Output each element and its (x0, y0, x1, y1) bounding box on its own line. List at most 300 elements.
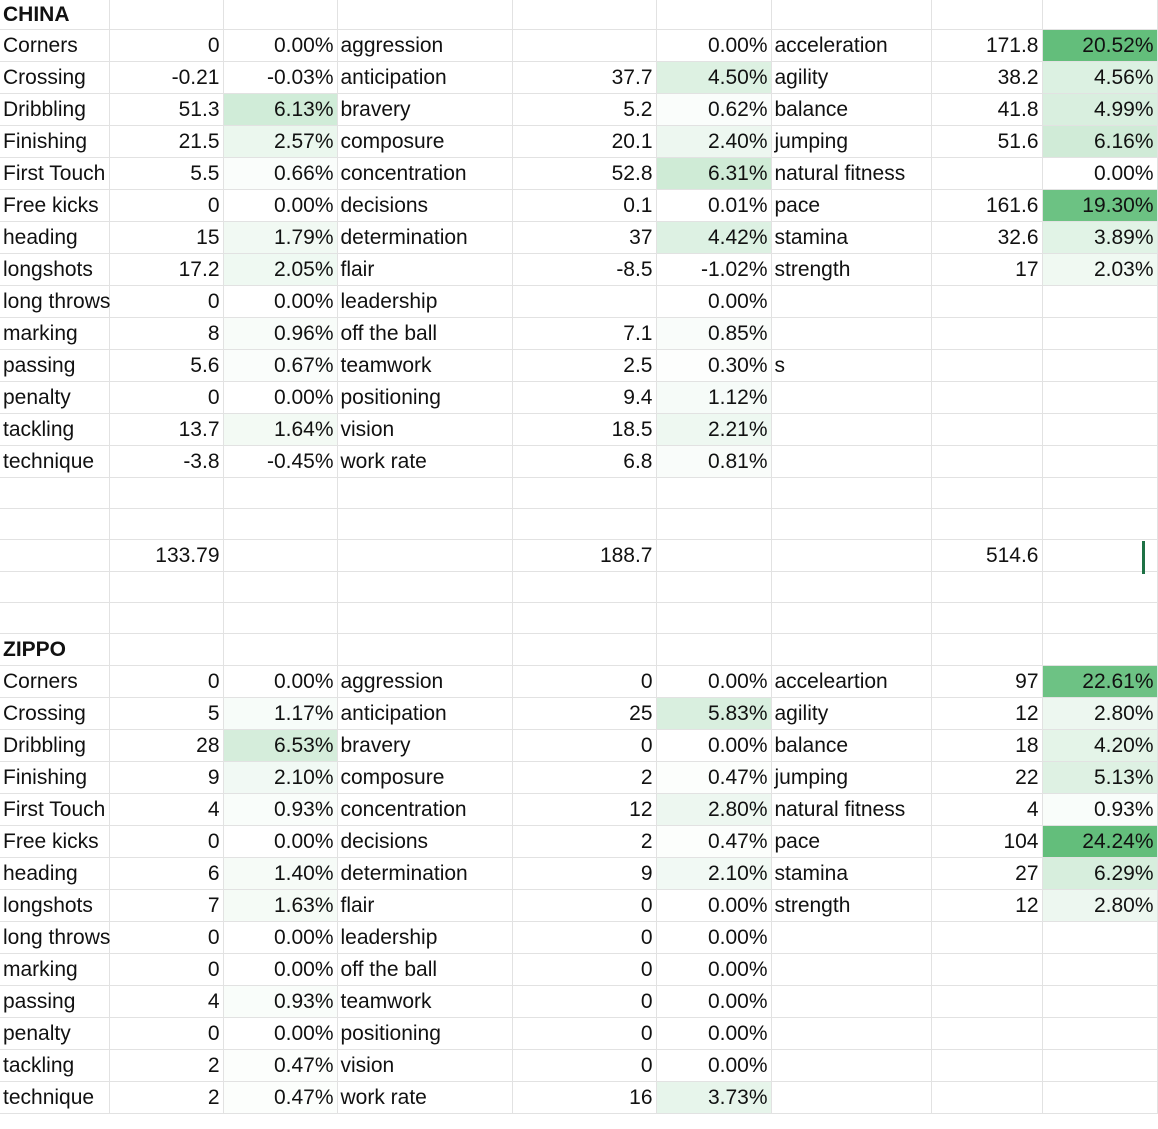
cell[interactable]: 0.00% (223, 666, 337, 698)
cell[interactable]: 24.24% (1042, 826, 1157, 858)
cell[interactable] (512, 478, 656, 509)
cell[interactable]: 0.00% (656, 890, 771, 922)
cell[interactable]: 25 (512, 698, 656, 730)
cell[interactable]: 2.10% (656, 858, 771, 890)
cell[interactable]: -8.5 (512, 254, 656, 286)
cell[interactable]: 0.00% (223, 190, 337, 222)
cell[interactable]: bravery (337, 730, 512, 762)
cell[interactable]: -0.45% (223, 446, 337, 478)
cell[interactable]: Crossing (0, 62, 109, 94)
cell[interactable] (1042, 1050, 1157, 1082)
cell[interactable]: 22 (931, 762, 1042, 794)
cell[interactable]: 0.00% (223, 826, 337, 858)
cell[interactable]: off the ball (337, 954, 512, 986)
cell[interactable]: longshots (0, 890, 109, 922)
cell[interactable] (109, 0, 223, 30)
cell[interactable]: 0 (109, 666, 223, 698)
cell[interactable]: 37 (512, 222, 656, 254)
cell[interactable]: 0.00% (223, 30, 337, 62)
cell[interactable]: 4.42% (656, 222, 771, 254)
cell[interactable]: 19.30% (1042, 190, 1157, 222)
cell[interactable] (337, 634, 512, 666)
cell[interactable] (931, 986, 1042, 1018)
cell[interactable]: long throws (0, 286, 109, 318)
cell[interactable]: concentration (337, 794, 512, 826)
cell[interactable]: passing (0, 350, 109, 382)
cell[interactable]: 0.00% (656, 954, 771, 986)
cell[interactable]: 3.89% (1042, 222, 1157, 254)
cell[interactable]: 4.20% (1042, 730, 1157, 762)
cell[interactable]: 133.79 (109, 540, 223, 572)
cell[interactable]: 28 (109, 730, 223, 762)
cell[interactable] (512, 509, 656, 540)
cell[interactable]: 5.2 (512, 94, 656, 126)
cell[interactable]: 0.47% (223, 1050, 337, 1082)
cell[interactable]: 0 (109, 382, 223, 414)
cell[interactable]: natural fitness (771, 794, 931, 826)
cell[interactable] (771, 446, 931, 478)
cell[interactable] (223, 509, 337, 540)
cell[interactable]: 0 (109, 954, 223, 986)
cell[interactable] (931, 1050, 1042, 1082)
cell[interactable]: pace (771, 826, 931, 858)
cell[interactable]: 4 (931, 794, 1042, 826)
cell[interactable] (656, 540, 771, 572)
cell[interactable] (656, 603, 771, 634)
cell[interactable]: work rate (337, 446, 512, 478)
cell[interactable]: 20.52% (1042, 30, 1157, 62)
cell[interactable]: technique (0, 446, 109, 478)
cell[interactable] (656, 478, 771, 509)
cell[interactable]: 6.29% (1042, 858, 1157, 890)
cell[interactable]: 0.66% (223, 158, 337, 190)
cell[interactable]: s (771, 350, 931, 382)
cell[interactable] (931, 572, 1042, 603)
cell[interactable]: 5.5 (109, 158, 223, 190)
cell[interactable]: 0.47% (223, 1082, 337, 1114)
cell[interactable] (1042, 572, 1157, 603)
cell[interactable]: 2 (512, 762, 656, 794)
cell[interactable]: 0 (109, 190, 223, 222)
cell[interactable]: 2.80% (656, 794, 771, 826)
cell[interactable] (1042, 1082, 1157, 1114)
cell[interactable] (771, 986, 931, 1018)
cell[interactable]: flair (337, 254, 512, 286)
cell[interactable]: 514.6 (931, 540, 1042, 572)
cell[interactable]: stamina (771, 858, 931, 890)
cell[interactable]: 6.16% (1042, 126, 1157, 158)
cell[interactable]: agility (771, 698, 931, 730)
cell[interactable] (771, 1050, 931, 1082)
cell[interactable] (1042, 286, 1157, 318)
cell[interactable]: Dribbling (0, 94, 109, 126)
cell[interactable]: 104 (931, 826, 1042, 858)
cell[interactable] (771, 1018, 931, 1050)
cell[interactable]: Finishing (0, 762, 109, 794)
cell[interactable]: 2.21% (656, 414, 771, 446)
cell[interactable] (656, 634, 771, 666)
cell[interactable]: determination (337, 858, 512, 890)
cell[interactable] (0, 572, 109, 603)
cell[interactable]: bravery (337, 94, 512, 126)
cell[interactable]: 0.93% (223, 986, 337, 1018)
cell[interactable] (931, 318, 1042, 350)
cell[interactable] (931, 634, 1042, 666)
cell[interactable]: 2.80% (1042, 698, 1157, 730)
cell[interactable] (931, 509, 1042, 540)
cell[interactable]: 18 (931, 730, 1042, 762)
cell[interactable]: 0 (512, 666, 656, 698)
cell[interactable] (931, 922, 1042, 954)
cell[interactable]: 0.47% (656, 826, 771, 858)
cell[interactable] (1042, 350, 1157, 382)
cell[interactable]: pace (771, 190, 931, 222)
cell[interactable]: marking (0, 954, 109, 986)
cell[interactable]: 7 (109, 890, 223, 922)
cell[interactable]: 0.00% (656, 1050, 771, 1082)
cell[interactable]: decisions (337, 826, 512, 858)
cell[interactable]: Free kicks (0, 826, 109, 858)
cell[interactable]: 0.00% (656, 286, 771, 318)
cell[interactable]: Dribbling (0, 730, 109, 762)
cell[interactable]: determination (337, 222, 512, 254)
cell[interactable]: 0.00% (656, 922, 771, 954)
cell[interactable]: teamwork (337, 986, 512, 1018)
cell[interactable]: 3.73% (656, 1082, 771, 1114)
cell[interactable] (931, 1018, 1042, 1050)
cell[interactable]: 0 (109, 922, 223, 954)
cell[interactable] (0, 540, 109, 572)
cell[interactable] (931, 0, 1042, 30)
cell[interactable] (337, 572, 512, 603)
cell[interactable]: -0.21 (109, 62, 223, 94)
cell[interactable] (931, 350, 1042, 382)
cell[interactable]: marking (0, 318, 109, 350)
cell[interactable] (931, 286, 1042, 318)
cell[interactable]: strength (771, 890, 931, 922)
cell[interactable] (931, 954, 1042, 986)
cell[interactable]: Corners (0, 30, 109, 62)
cell[interactable] (1042, 0, 1157, 30)
cell[interactable]: vision (337, 1050, 512, 1082)
cell[interactable]: 171.8 (931, 30, 1042, 62)
cell[interactable]: tackling (0, 1050, 109, 1082)
cell[interactable] (223, 0, 337, 30)
cell[interactable]: longshots (0, 254, 109, 286)
cell[interactable] (1042, 414, 1157, 446)
cell[interactable]: passing (0, 986, 109, 1018)
cell[interactable]: 188.7 (512, 540, 656, 572)
cell[interactable]: 22.61% (1042, 666, 1157, 698)
cell[interactable]: 4.56% (1042, 62, 1157, 94)
cell[interactable]: 17.2 (109, 254, 223, 286)
cell[interactable]: 0 (512, 986, 656, 1018)
cell[interactable]: 0 (512, 1018, 656, 1050)
cell[interactable]: 0.93% (223, 794, 337, 826)
cell[interactable] (931, 414, 1042, 446)
cell[interactable]: 6.13% (223, 94, 337, 126)
cell[interactable] (771, 603, 931, 634)
cell[interactable] (1042, 634, 1157, 666)
section-title[interactable]: ZIPPO (0, 634, 109, 666)
cell[interactable] (771, 1082, 931, 1114)
cell[interactable] (1042, 382, 1157, 414)
cell[interactable]: Finishing (0, 126, 109, 158)
cell[interactable]: 0.01% (656, 190, 771, 222)
cell[interactable]: 12 (931, 698, 1042, 730)
cell[interactable]: strength (771, 254, 931, 286)
cell[interactable] (0, 478, 109, 509)
cell[interactable] (337, 509, 512, 540)
cell[interactable] (771, 634, 931, 666)
cell[interactable]: technique (0, 1082, 109, 1114)
cell[interactable]: composure (337, 126, 512, 158)
cell[interactable]: First Touch (0, 794, 109, 826)
cell[interactable] (1042, 478, 1157, 509)
cell[interactable] (337, 603, 512, 634)
cell[interactable]: 16 (512, 1082, 656, 1114)
cell[interactable]: positioning (337, 1018, 512, 1050)
cell[interactable]: 0 (512, 1050, 656, 1082)
cell[interactable]: 0.81% (656, 446, 771, 478)
cell[interactable]: First Touch (0, 158, 109, 190)
cell[interactable]: -1.02% (656, 254, 771, 286)
cell[interactable]: 1.12% (656, 382, 771, 414)
cell[interactable]: 6.31% (656, 158, 771, 190)
cell[interactable]: 27 (931, 858, 1042, 890)
cell[interactable]: 0.00% (223, 954, 337, 986)
cell[interactable]: 0.00% (656, 730, 771, 762)
cell[interactable]: 4.99% (1042, 94, 1157, 126)
cell[interactable] (109, 603, 223, 634)
cell[interactable]: work rate (337, 1082, 512, 1114)
cell[interactable]: 0.96% (223, 318, 337, 350)
cell[interactable] (337, 478, 512, 509)
cell[interactable] (656, 509, 771, 540)
cell[interactable]: 12 (931, 890, 1042, 922)
cell[interactable] (0, 603, 109, 634)
cell[interactable] (512, 572, 656, 603)
cell[interactable] (771, 509, 931, 540)
cell[interactable]: 0 (109, 286, 223, 318)
cell[interactable]: 1.63% (223, 890, 337, 922)
cell[interactable]: 0.00% (223, 1018, 337, 1050)
cell[interactable] (512, 286, 656, 318)
cell[interactable]: 0.62% (656, 94, 771, 126)
cell[interactable]: 0.00% (223, 286, 337, 318)
cell[interactable]: 97 (931, 666, 1042, 698)
cell[interactable]: jumping (771, 126, 931, 158)
cell[interactable]: anticipation (337, 62, 512, 94)
cell[interactable]: 5 (109, 698, 223, 730)
cell[interactable] (109, 634, 223, 666)
cell[interactable] (1042, 509, 1157, 540)
cell[interactable]: 37.7 (512, 62, 656, 94)
cell[interactable] (512, 0, 656, 30)
cell[interactable]: 0.00% (656, 986, 771, 1018)
cell[interactable] (771, 954, 931, 986)
cell[interactable]: 51.6 (931, 126, 1042, 158)
cell[interactable]: heading (0, 222, 109, 254)
cell[interactable]: 2.57% (223, 126, 337, 158)
cell[interactable]: 4.50% (656, 62, 771, 94)
cell[interactable]: 1.64% (223, 414, 337, 446)
cell[interactable] (109, 509, 223, 540)
cell[interactable]: 6 (109, 858, 223, 890)
cell[interactable]: 0.30% (656, 350, 771, 382)
cell[interactable]: 0 (512, 890, 656, 922)
cell[interactable]: 7.1 (512, 318, 656, 350)
cell[interactable]: aggression (337, 666, 512, 698)
cell[interactable] (337, 0, 512, 30)
cell[interactable]: 0.67% (223, 350, 337, 382)
cell[interactable]: vision (337, 414, 512, 446)
cell[interactable]: 0 (109, 1018, 223, 1050)
cell[interactable]: balance (771, 94, 931, 126)
section-title[interactable]: CHINA (0, 0, 109, 30)
cell[interactable]: 52.8 (512, 158, 656, 190)
cell[interactable]: 20.1 (512, 126, 656, 158)
cell[interactable]: composure (337, 762, 512, 794)
cell[interactable]: 15 (109, 222, 223, 254)
cell[interactable] (771, 382, 931, 414)
cell[interactable]: off the ball (337, 318, 512, 350)
cell[interactable] (656, 572, 771, 603)
cell[interactable]: 9 (109, 762, 223, 794)
cell[interactable]: 4 (109, 986, 223, 1018)
cell[interactable]: 4 (109, 794, 223, 826)
cell[interactable] (1042, 603, 1157, 634)
cell[interactable]: 17 (931, 254, 1042, 286)
cell[interactable] (512, 30, 656, 62)
cell[interactable]: 0 (109, 30, 223, 62)
cell[interactable]: 5.6 (109, 350, 223, 382)
cell[interactable] (109, 478, 223, 509)
cell[interactable]: 0.1 (512, 190, 656, 222)
cell[interactable] (223, 634, 337, 666)
cell[interactable]: heading (0, 858, 109, 890)
cell[interactable]: 0.93% (1042, 794, 1157, 826)
cell[interactable] (771, 414, 931, 446)
cell[interactable]: 18.5 (512, 414, 656, 446)
cell[interactable]: 1.17% (223, 698, 337, 730)
cell[interactable]: 2 (109, 1050, 223, 1082)
cell[interactable]: 9 (512, 858, 656, 890)
cell[interactable] (1042, 1018, 1157, 1050)
cell[interactable] (1042, 318, 1157, 350)
cell[interactable] (1042, 540, 1157, 572)
cell[interactable]: 41.8 (931, 94, 1042, 126)
cell[interactable]: 38.2 (931, 62, 1042, 94)
cell[interactable]: concentration (337, 158, 512, 190)
cell[interactable]: Corners (0, 666, 109, 698)
cell[interactable] (223, 540, 337, 572)
cell[interactable]: 1.79% (223, 222, 337, 254)
cell[interactable] (512, 603, 656, 634)
cell[interactable]: 2.5 (512, 350, 656, 382)
cell[interactable] (931, 603, 1042, 634)
cell[interactable]: 12 (512, 794, 656, 826)
cell[interactable]: aggression (337, 30, 512, 62)
cell[interactable]: penalty (0, 382, 109, 414)
cell[interactable]: balance (771, 730, 931, 762)
cell[interactable] (931, 478, 1042, 509)
cell[interactable]: 13.7 (109, 414, 223, 446)
cell[interactable]: tackling (0, 414, 109, 446)
cell[interactable] (771, 922, 931, 954)
cell[interactable]: Crossing (0, 698, 109, 730)
cell[interactable] (771, 540, 931, 572)
cell[interactable]: 2.10% (223, 762, 337, 794)
cell[interactable]: anticipation (337, 698, 512, 730)
cell[interactable]: 0 (512, 954, 656, 986)
cell[interactable]: 0.00% (656, 30, 771, 62)
cell[interactable] (1042, 922, 1157, 954)
cell[interactable] (771, 478, 931, 509)
cell[interactable]: 5.13% (1042, 762, 1157, 794)
cell[interactable]: leadership (337, 286, 512, 318)
cell[interactable]: decisions (337, 190, 512, 222)
cell[interactable] (771, 0, 931, 30)
cell[interactable]: 0.00% (1042, 158, 1157, 190)
cell[interactable] (931, 1082, 1042, 1114)
cell[interactable]: 32.6 (931, 222, 1042, 254)
cell[interactable]: acceleartion (771, 666, 931, 698)
cell[interactable] (931, 158, 1042, 190)
cell[interactable]: 0.85% (656, 318, 771, 350)
cell[interactable]: 6.53% (223, 730, 337, 762)
cell[interactable]: 8 (109, 318, 223, 350)
cell[interactable] (656, 0, 771, 30)
cell[interactable]: 2.03% (1042, 254, 1157, 286)
cell[interactable]: 2.80% (1042, 890, 1157, 922)
cell[interactable] (771, 572, 931, 603)
cell[interactable]: 2 (109, 1082, 223, 1114)
cell[interactable] (771, 286, 931, 318)
cell[interactable]: 51.3 (109, 94, 223, 126)
cell[interactable]: stamina (771, 222, 931, 254)
cell[interactable]: 5.83% (656, 698, 771, 730)
cell[interactable] (223, 478, 337, 509)
cell[interactable] (1042, 954, 1157, 986)
cell[interactable] (771, 318, 931, 350)
cell[interactable]: 0 (512, 922, 656, 954)
cell[interactable]: 0.00% (223, 382, 337, 414)
cell[interactable]: jumping (771, 762, 931, 794)
cell[interactable] (0, 509, 109, 540)
cell[interactable]: -3.8 (109, 446, 223, 478)
cell[interactable] (931, 446, 1042, 478)
cell[interactable]: teamwork (337, 350, 512, 382)
cell[interactable]: acceleration (771, 30, 931, 62)
cell[interactable]: 0 (512, 730, 656, 762)
cell[interactable] (1042, 446, 1157, 478)
cell[interactable] (1042, 986, 1157, 1018)
cell[interactable]: Free kicks (0, 190, 109, 222)
cell[interactable]: 0.00% (656, 1018, 771, 1050)
cell[interactable]: 2 (512, 826, 656, 858)
cell[interactable]: 161.6 (931, 190, 1042, 222)
cell[interactable]: 6.8 (512, 446, 656, 478)
cell[interactable]: 0 (109, 826, 223, 858)
cell[interactable]: 0.00% (656, 666, 771, 698)
cell[interactable]: -0.03% (223, 62, 337, 94)
cell[interactable]: long throws (0, 922, 109, 954)
cell[interactable]: positioning (337, 382, 512, 414)
cell[interactable]: penalty (0, 1018, 109, 1050)
cell[interactable] (337, 540, 512, 572)
cell[interactable]: leadership (337, 922, 512, 954)
